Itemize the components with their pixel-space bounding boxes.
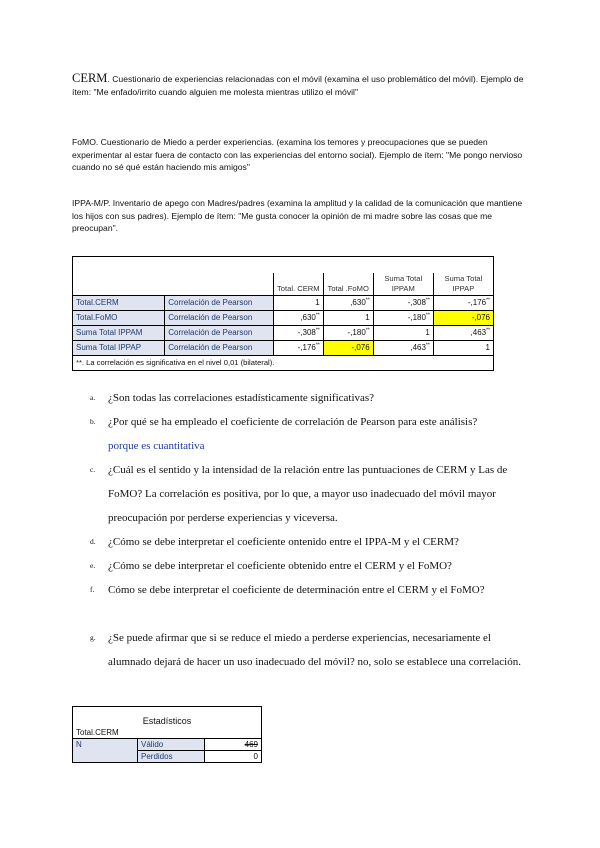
- corr-cell: [373, 326, 433, 341]
- stats-missing-label: Perdidos: [138, 751, 205, 763]
- sig-mark: **: [486, 327, 490, 334]
- sig-mark: **: [425, 297, 430, 304]
- corr-cell: [273, 311, 323, 326]
- sig-mark: **: [315, 312, 320, 319]
- cerm-abbr: CERM: [72, 71, 108, 85]
- sig-mark: **: [365, 327, 370, 334]
- stats-missing-value: 0: [205, 751, 262, 763]
- question-item: [90, 554, 530, 578]
- question-marker: e.: [90, 561, 96, 570]
- col-header: Suma Total IPPAP: [433, 273, 493, 296]
- table-row: [73, 326, 494, 341]
- sig-mark: **: [425, 312, 430, 319]
- corr-value: 1: [485, 343, 490, 352]
- question-text: ¿Cuál es el sentido y la intensidad de la relación entre las puntuaciones de CERM y Las de FoMO? La correlación es positiva, por lo que, a mayor uso inadecuado del móvil mayor preocupación por perderse experiencias y viceversa.: [108, 464, 508, 524]
- corr-value: -,308: [297, 328, 316, 337]
- corr-cell: [273, 341, 323, 356]
- corr-value: ,463: [470, 328, 487, 337]
- question-item: [90, 458, 530, 530]
- row-stat: Correlación de Pearson: [165, 326, 274, 341]
- stats-title-row: [73, 707, 262, 728]
- corr-cell: [433, 326, 493, 341]
- corr-cell: [373, 311, 433, 326]
- corr-value: ,463: [410, 343, 426, 352]
- question-marker: c.: [90, 465, 96, 474]
- stats-valid-label: Válido: [138, 739, 205, 751]
- stats-title: Estadísticos: [73, 707, 262, 728]
- stats-n-label: N: [73, 739, 138, 751]
- ippa-description: IPPA-M/P. Inventario de apego con Madres/padres (examina la amplitud y la calidad de la comunicación que mantiene los hijos con sus padres). Ejemplo de ítem: "Me gusta conocer la opinión de mi madre sobre las cosas que me preocupan".: [72, 198, 523, 233]
- corr-value: ,630: [300, 313, 316, 322]
- question-text: ¿Son todas las correlaciones estadísticamente significativas?: [108, 392, 375, 404]
- question-marker: d.: [90, 537, 96, 546]
- table-footnote-row: [73, 356, 494, 371]
- row-stat: Correlación de Pearson: [165, 341, 274, 356]
- table-row: [73, 341, 494, 356]
- corr-value: 1: [425, 328, 430, 337]
- corr-cell: [433, 311, 493, 326]
- stats-valid-value: 469: [205, 739, 262, 751]
- corr-value: -,176: [467, 298, 487, 307]
- row-stat: Correlación de Pearson: [165, 296, 274, 311]
- corr-value: -,180: [407, 313, 426, 322]
- sig-mark: **: [425, 342, 430, 349]
- row-label: Total.CERM: [73, 296, 165, 311]
- corr-value: 1: [365, 313, 370, 322]
- table-title-row: [73, 257, 494, 274]
- cerm-text: . Cuestionario de experiencias relacionadas con el móvil (examina el uso problemático del móvil). Ejemplo de ítem: "Me enfado/irrito cuando alguien me molesta mientras utilizo el móvil": [72, 74, 524, 97]
- question-marker: a.: [90, 393, 96, 402]
- corr-cell: [373, 341, 433, 356]
- table-row: [73, 296, 494, 311]
- corr-value: -,076: [351, 343, 370, 352]
- corr-cell: [433, 296, 493, 311]
- question-item: [90, 578, 530, 602]
- question-text: Cómo se debe interpretar el coeficiente de determinación entre el CERM y el FoMO?: [108, 584, 485, 596]
- sig-mark: **: [365, 297, 370, 304]
- corr-value: -,076: [471, 313, 490, 322]
- cerm-description: [72, 72, 532, 98]
- row-label: Suma Total IPPAP: [73, 341, 165, 356]
- col-header: Total. CERM: [273, 273, 323, 296]
- question-text: ¿Cómo se debe interpretar el coeficiente ontenido entre el IPPA-M y el CERM?: [108, 536, 459, 548]
- corr-cell: [433, 341, 493, 356]
- corr-value: -,308: [407, 298, 426, 307]
- question-item: [90, 530, 530, 554]
- col-header: Total .FoMO: [323, 273, 373, 296]
- corr-cell: [323, 296, 373, 311]
- stats-var-row: [73, 727, 262, 739]
- row-label: Total.FoMO: [73, 311, 165, 326]
- statistics-table: [72, 706, 262, 763]
- stats-valid-row: [73, 739, 262, 751]
- question-text: ¿Se puede afirmar que si se reduce el miedo a perderse experiencias, necesariamente el alumnado dejará de hacer un uso inadecuado del móvil? no, solo se establece una correlación.: [108, 632, 521, 668]
- question-text: ¿Cómo se debe interpretar el coeficiente obtenido entre el CERM y el FoMO?: [108, 560, 452, 572]
- sig-mark: **: [315, 327, 320, 334]
- corr-value: 1: [315, 298, 320, 307]
- question-item: [90, 626, 530, 674]
- table-footnote: **. La correlación es significativa en el nivel 0,01 (bilateral).: [73, 356, 494, 371]
- question-item: [90, 386, 530, 410]
- corr-value: -,180: [347, 328, 366, 337]
- correlations-table: [72, 256, 494, 371]
- corr-value: ,630: [350, 298, 366, 307]
- question-marker: f.: [90, 585, 95, 594]
- question-item: [90, 410, 530, 458]
- corr-cell: [373, 296, 433, 311]
- corr-cell: [273, 296, 323, 311]
- question-marker: b.: [90, 417, 96, 426]
- question-answer: porque es cuantitativa: [108, 440, 205, 452]
- corr-cell: [323, 311, 373, 326]
- corr-cell: [323, 341, 373, 356]
- corr-cell: [273, 326, 323, 341]
- table-row: [73, 311, 494, 326]
- question-marker: g.: [90, 633, 96, 642]
- row-stat: Correlación de Pearson: [165, 311, 274, 326]
- stats-variable: Total.CERM: [73, 727, 262, 739]
- stats-missing-row: [73, 751, 262, 763]
- col-header: Suma Total IPPAM: [373, 273, 433, 296]
- sig-mark: **: [486, 297, 490, 304]
- corr-cell: [323, 326, 373, 341]
- fomo-description: FoMO. Cuestionario de Miedo a perder experiencias. (examina los temores y preocupaciones que se pueden experimentar al estar fuera de contacto con las experiencias del entorno social). Ejemplo de ítem: "Me pongo nervioso cuando no sé qué están haciendo mis amigos": [72, 137, 523, 172]
- corr-value: -,176: [297, 343, 316, 352]
- table-header-row: [73, 273, 494, 296]
- sig-mark: **: [315, 342, 320, 349]
- question-text: ¿Por qué se ha empleado el coeficiente de correlación de Pearson para este análisis?: [108, 416, 478, 428]
- row-label: Suma Total IPPAM: [73, 326, 165, 341]
